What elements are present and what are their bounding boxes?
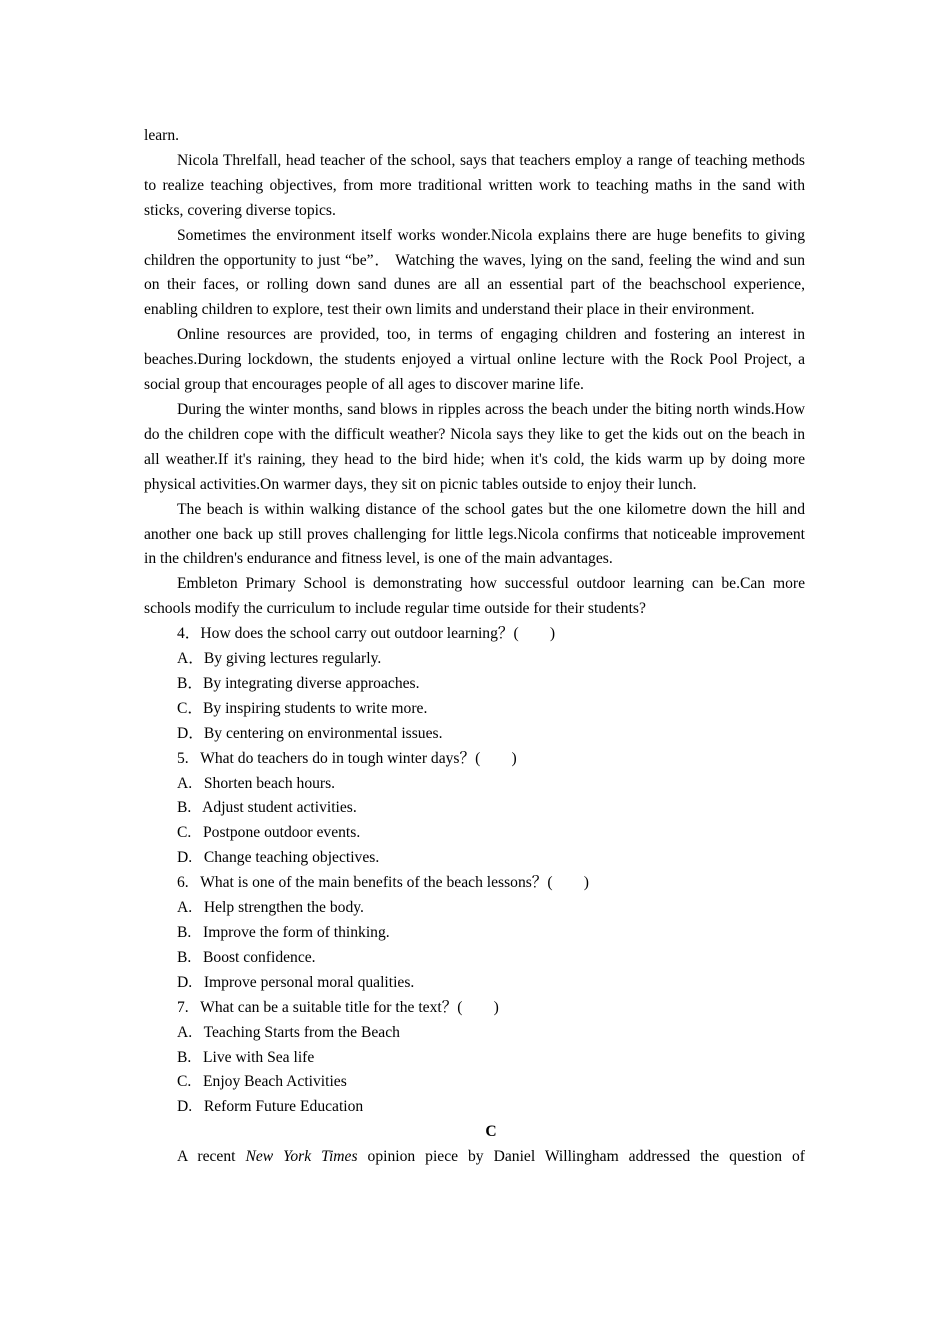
question-5 [144,747,805,872]
paragraph-online-resources: Online resources are provided, too, in terms of engaging children and fostering an interest in beaches.During lockdown, the students enjoyed a virtual online lecture with the Rock Pool Project, a social group that encourages people of all ages to discover marine life. [144,326,805,394]
paragraph-continuation: learn. [144,127,180,144]
section-c-intro-end: opinion piece by Daniel Willingham addressed the question of [357,1148,805,1166]
question-stem: 4．How does the school carry out outdoor learning？( ) [177,625,556,643]
question-option: D．By centering on environmental issues. [177,724,443,742]
document-page [144,124,805,1170]
question-option: C. Enjoy Beach Activities [177,1073,347,1091]
section-heading-c: C [485,1123,497,1141]
question-option: B. Boost confidence. [177,948,316,966]
question-option: A. Shorten beach hours. [177,774,336,792]
question-option: D. Change teaching objectives. [177,849,380,867]
paragraph-conclusion: Embleton Primary School is demonstrating how successful outdoor learning can be.Can more schools modify the curriculum to include regular time outside for their students? [144,575,805,618]
question-option: D. Improve personal moral qualities. [177,973,415,991]
publication-title: New York Times [245,1148,358,1166]
question-option: B. Improve the form of thinking. [177,924,390,941]
question-stem: 6. What is one of the main benefits of the beach lessons？( ) [177,874,589,892]
question-stem: 5. What do teachers do in tough winter days？( ) [177,749,517,767]
question-option: D. Reform Future Education [177,1098,364,1116]
question-option: B．By integrating diverse approaches. [177,674,420,692]
question-option: B. Live with Sea life [177,1048,315,1066]
section-c-intro-start: A recent [177,1148,246,1166]
question-option: C. Postpone outdoor events. [177,824,361,842]
question-option: A. Help strengthen the body. [177,899,364,917]
question-option: C．By inspiring students to write more. [177,699,428,717]
question-7 [144,996,805,1121]
question-option: A．By giving lectures regularly. [177,650,382,668]
question-4 [144,622,805,747]
question-option: B. Adjust student activities. [177,799,357,817]
paragraph-winter: During the winter months, sand blows in ripples across the beach under the biting north winds.How do the children cope with the difficult weather? Nicola says they like to get the kids out on the beach in all weather.If it's raining, they head to the bird hide; when it's cold, the kids warm up by doing more physical activities.On warmer days, they sit on picnic tables outside to enjoy their lunch. [144,400,805,493]
section-c-intro [144,1145,805,1170]
paragraph-walking-distance: The beach is within walking distance of the school gates but the one kilometre down the hill and another one back up still proves challenging for little legs.Nicola confirms that noticeable improvement in the children's endurance and fitness level, is one of the main advantages. [144,500,805,568]
question-stem: 7. What can be a suitable title for the text？( ) [177,998,499,1016]
question-6 [144,871,805,996]
paragraph-environment: Sometimes the environment itself works wonder.Nicola explains there are huge benefits to giving children the opportunity to just “be”． Watching the waves, lying on the sand, feeling the wind and sun on their faces, or rolling down sand dunes are all an essential part of the beachschool experience, enabling children to explore, test their own limits and understand their place in their environment. [144,226,805,319]
question-option: A. Teaching Starts from the Beach [177,1023,400,1041]
paragraph-teaching-methods: Nicola Threlfall, head teacher of the school, says that teachers employ a range of teaching methods to realize teaching objectives, from more traditional written work to teaching maths in the sand with sticks, covering diverse topics. [144,151,805,219]
